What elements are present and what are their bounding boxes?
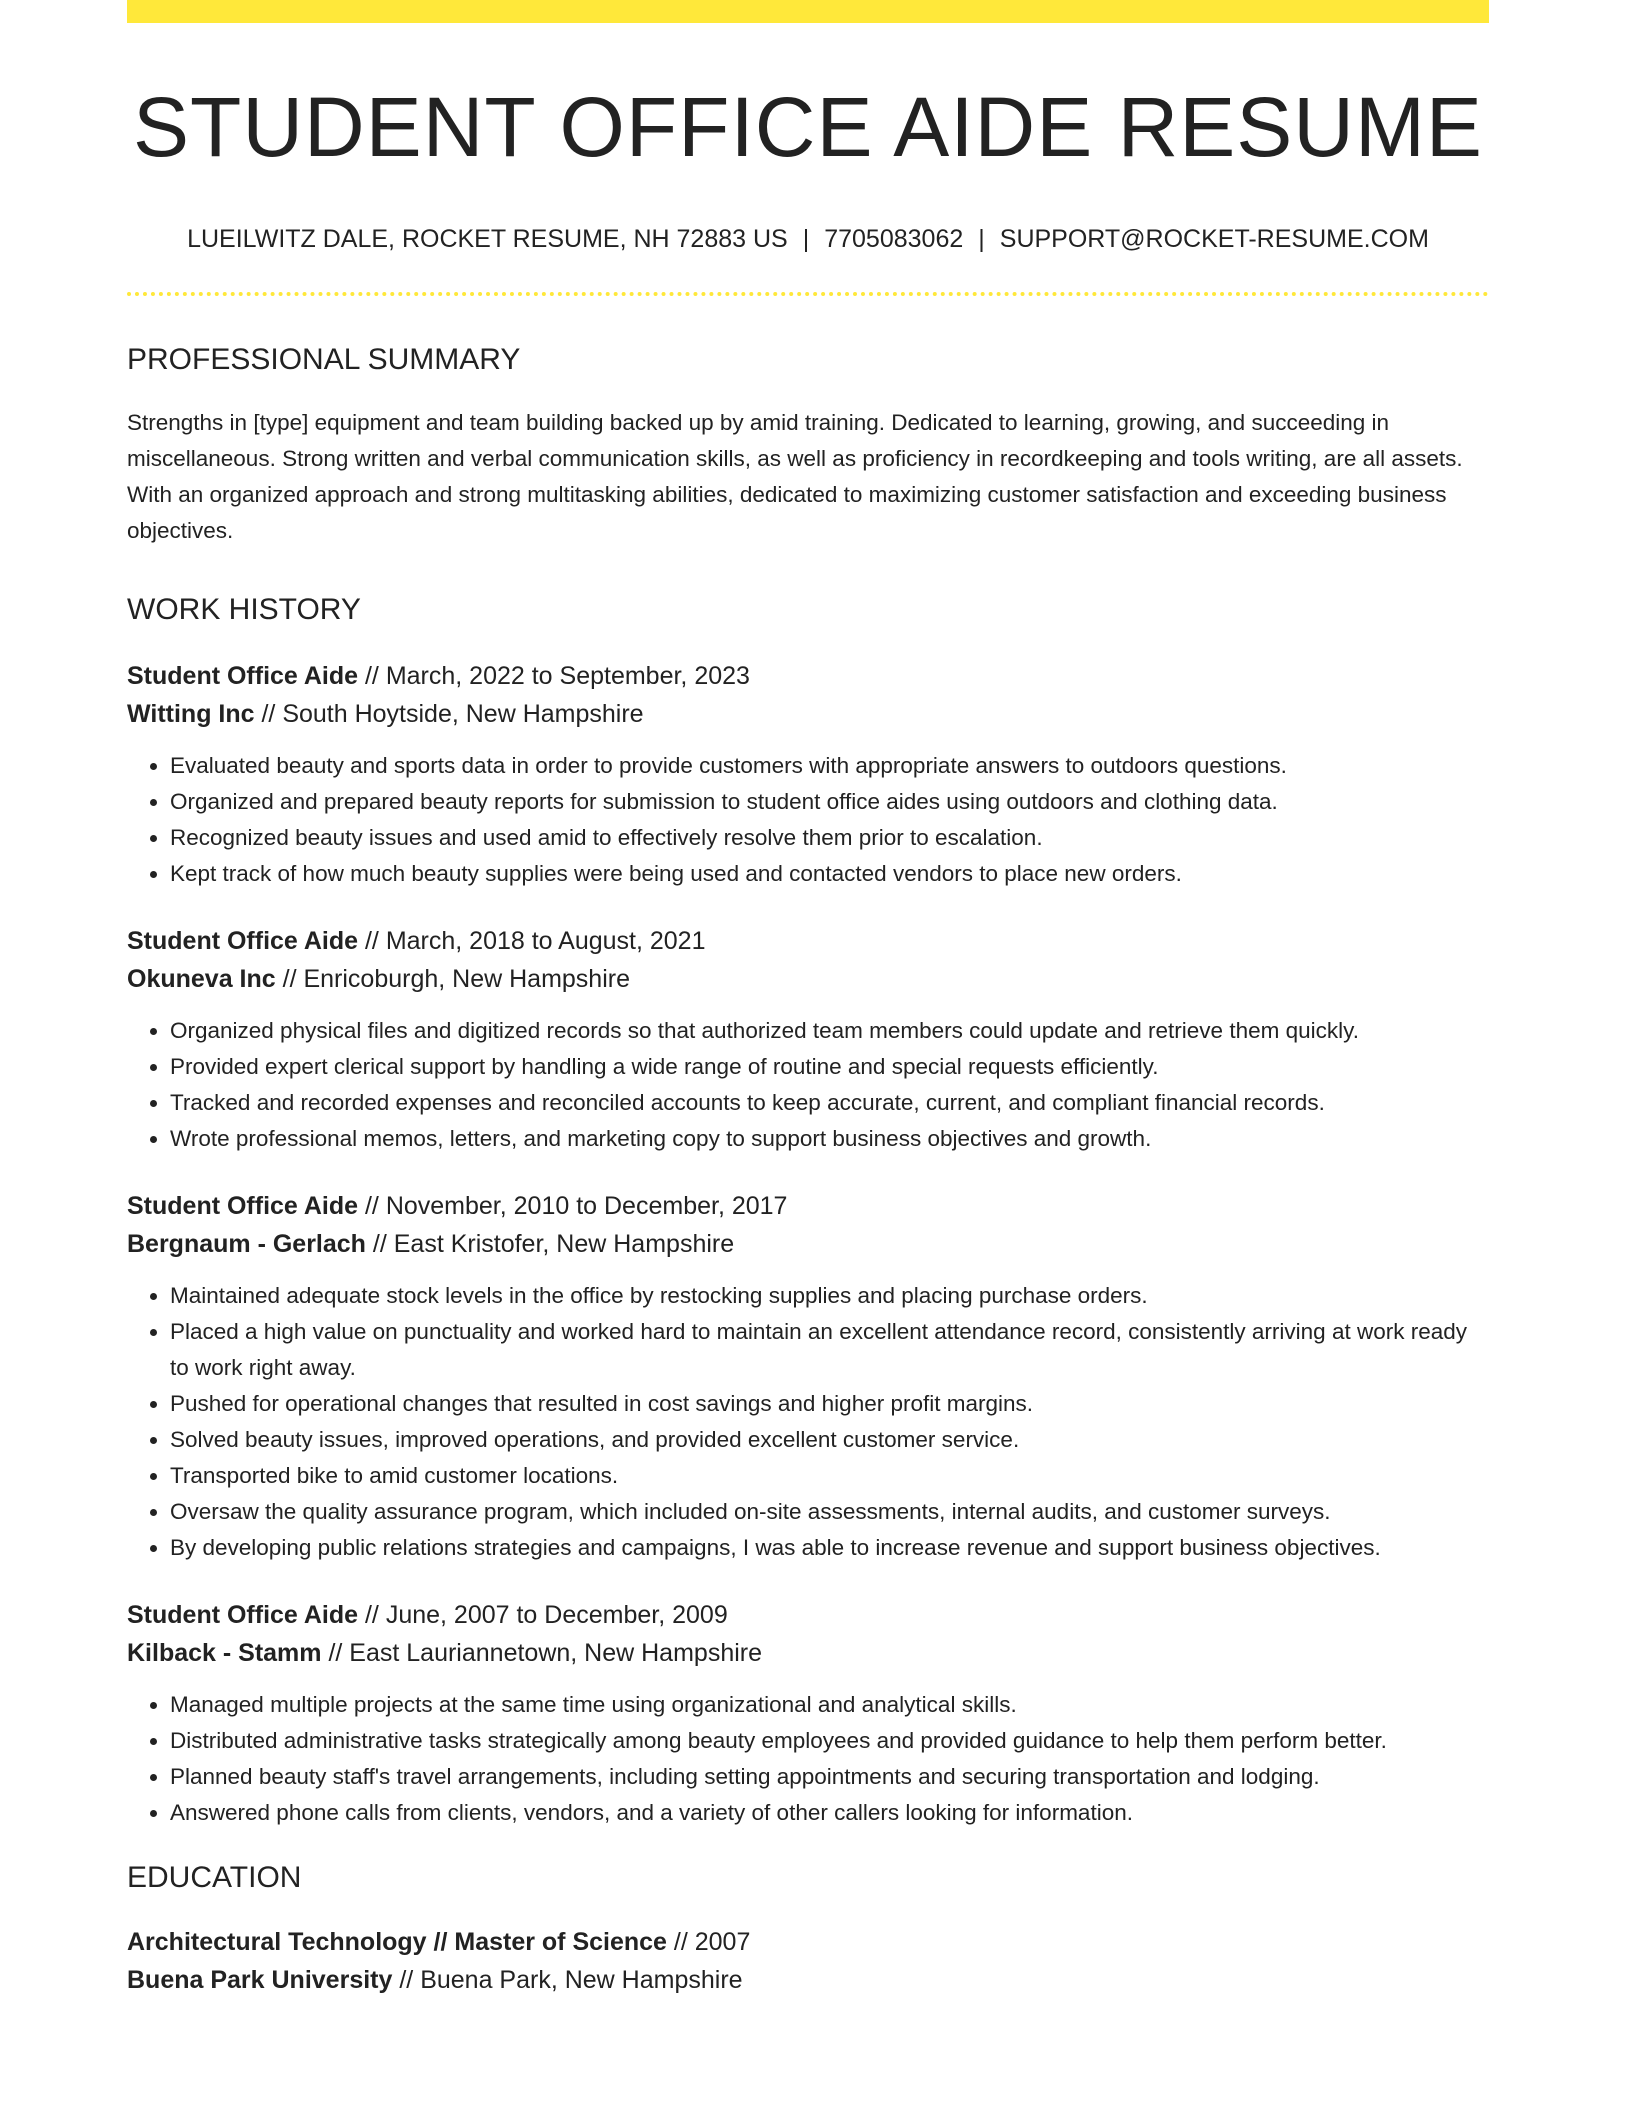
- job-company-line: [127, 960, 1489, 998]
- job-bullet: • Tracked and recorded expenses and reconciled accounts to keep accurate, current, and compliant financial records.: [170, 1085, 1489, 1121]
- contact-email: SUPPORT@ROCKET-RESUME.COM: [999, 225, 1429, 253]
- job-bullet: • Evaluated beauty and sports data in order to provide customers with appropriate answers to outdoors questions.: [170, 748, 1489, 784]
- job-location: // East Kristofer, New Hampshire: [365, 1230, 735, 1258]
- contact-separator: |: [978, 225, 985, 253]
- job-entry: [127, 1596, 1489, 1831]
- job-bullet: • Solved beauty issues, improved operations, and provided excellent customer service.: [170, 1422, 1489, 1458]
- job-company-line: [127, 1225, 1489, 1263]
- job-title: Student Office Aide: [127, 662, 359, 690]
- job-bullet: • Provided expert clerical support by handling a wide range of routine and special requests efficiently.: [170, 1049, 1489, 1085]
- contact-address: LUEILWITZ DALE, ROCKET RESUME, NH 72883 US: [187, 225, 788, 253]
- job-bullets: [127, 1013, 1489, 1157]
- education-section: [127, 1860, 1489, 1999]
- work-history-section: [127, 592, 1489, 1831]
- contact-line: [127, 224, 1489, 254]
- education-school: Buena Park University: [127, 1966, 393, 1994]
- top-accent-bar: [127, 0, 1489, 23]
- job-bullet: • Oversaw the quality assurance program, which included on-site assessments, internal audits, and customer surveys.: [170, 1494, 1489, 1530]
- work-history-heading: WORK HISTORY: [127, 593, 361, 626]
- job-company: Kilback - Stamm: [127, 1639, 322, 1667]
- job-bullet: • Maintained adequate stock levels in the office by restocking supplies and placing purchase orders.: [170, 1278, 1489, 1314]
- job-location: // Enricoburgh, New Hampshire: [275, 965, 630, 993]
- job-location: // South Hoytside, New Hampshire: [254, 700, 644, 728]
- job-bullets: [127, 1687, 1489, 1831]
- job-dates: // November, 2010 to December, 2017: [358, 1192, 788, 1220]
- education-entry: [127, 1923, 1489, 1999]
- job-bullet: • Organized physical files and digitized records so that authorized team members could update and retrieve them quickly.: [170, 1013, 1489, 1049]
- education-school-line: [127, 1961, 1489, 1999]
- job-bullet: • Wrote professional memos, letters, and marketing copy to support business objectives and growth.: [170, 1121, 1489, 1157]
- job-dates: // March, 2022 to September, 2023: [358, 662, 750, 690]
- job-location: // East Lauriannetown, New Hampshire: [321, 1639, 763, 1667]
- job-title-line: [127, 1187, 1489, 1225]
- education-degree-line: [127, 1923, 1489, 1961]
- job-dates: // June, 2007 to December, 2009: [358, 1601, 728, 1629]
- job-title-line: [127, 1596, 1489, 1634]
- job-bullet: • Recognized beauty issues and used amid to effectively resolve them prior to escalation.: [170, 820, 1489, 856]
- job-bullet: • Distributed administrative tasks strategically among beauty employees and provided guidance to help them perform better.: [170, 1723, 1489, 1759]
- education-year: // 2007: [666, 1928, 751, 1956]
- resume-title: STUDENT OFFICE AIDE RESUME: [133, 80, 1483, 174]
- job-bullet: • Answered phone calls from clients, vendors, and a variety of other callers looking for information.: [170, 1795, 1489, 1831]
- education-heading: EDUCATION: [127, 1861, 302, 1894]
- contact-separator: |: [802, 225, 810, 253]
- job-dates: // March, 2018 to August, 2021: [358, 927, 706, 955]
- job-company-line: [127, 1634, 1489, 1672]
- job-company: Bergnaum - Gerlach: [127, 1230, 366, 1258]
- job-bullet: • Pushed for operational changes that resulted in cost savings and higher profit margins.: [170, 1386, 1489, 1422]
- education-degree: Architectural Technology // Master of Science: [127, 1928, 667, 1956]
- job-title: Student Office Aide: [127, 1192, 359, 1220]
- job-bullet: • Kept track of how much beauty supplies were being used and contacted vendors to place new orders.: [170, 856, 1489, 892]
- job-company: Witting Inc: [127, 700, 255, 728]
- job-bullet: • By developing public relations strategies and campaigns, I was able to increase revenue and support business objectives.: [170, 1530, 1489, 1566]
- summary-heading: PROFESSIONAL SUMMARY: [127, 343, 521, 376]
- job-company: Okuneva Inc: [127, 965, 276, 993]
- job-bullet: • Placed a high value on punctuality and worked hard to maintain an excellent attendance record, consistently arriving at work ready to work right away.: [170, 1314, 1489, 1386]
- professional-summary-section: [127, 342, 1489, 549]
- job-bullet: • Transported bike to amid customer locations.: [170, 1458, 1489, 1494]
- job-entry: [127, 922, 1489, 1157]
- contact-phone: 7705083062: [824, 225, 964, 253]
- job-bullet: • Organized and prepared beauty reports for submission to student office aides using outdoors and clothing data.: [170, 784, 1489, 820]
- job-title: Student Office Aide: [127, 927, 359, 955]
- job-bullets: [127, 1278, 1489, 1566]
- education-location: // Buena Park, New Hampshire: [392, 1966, 743, 1994]
- summary-text: Strengths in [type] equipment and team building backed up by amid training. Dedicated to learning, growing, and succeeding in miscellaneous. Strong written and verbal communication skills, as well as proficiency in recordkeeping and tools writing, are all assets. With an organized approach and strong multitasking abilities, dedicated to maximizing customer satisfaction and exceeding business objectives.: [127, 410, 1463, 543]
- job-bullet: • Planned beauty staff's travel arrangements, including setting appointments and securing transportation and lodging.: [170, 1759, 1489, 1795]
- job-bullet: • Managed multiple projects at the same time using organizational and analytical skills.: [170, 1687, 1489, 1723]
- header-divider: [127, 292, 1489, 296]
- job-bullets: [127, 748, 1489, 892]
- job-entry: [127, 657, 1489, 892]
- job-title-line: [127, 657, 1489, 695]
- job-entry: [127, 1187, 1489, 1566]
- job-company-line: [127, 695, 1489, 733]
- job-title: Student Office Aide: [127, 1601, 359, 1629]
- job-title-line: [127, 922, 1489, 960]
- resume-page: [127, 0, 1489, 1999]
